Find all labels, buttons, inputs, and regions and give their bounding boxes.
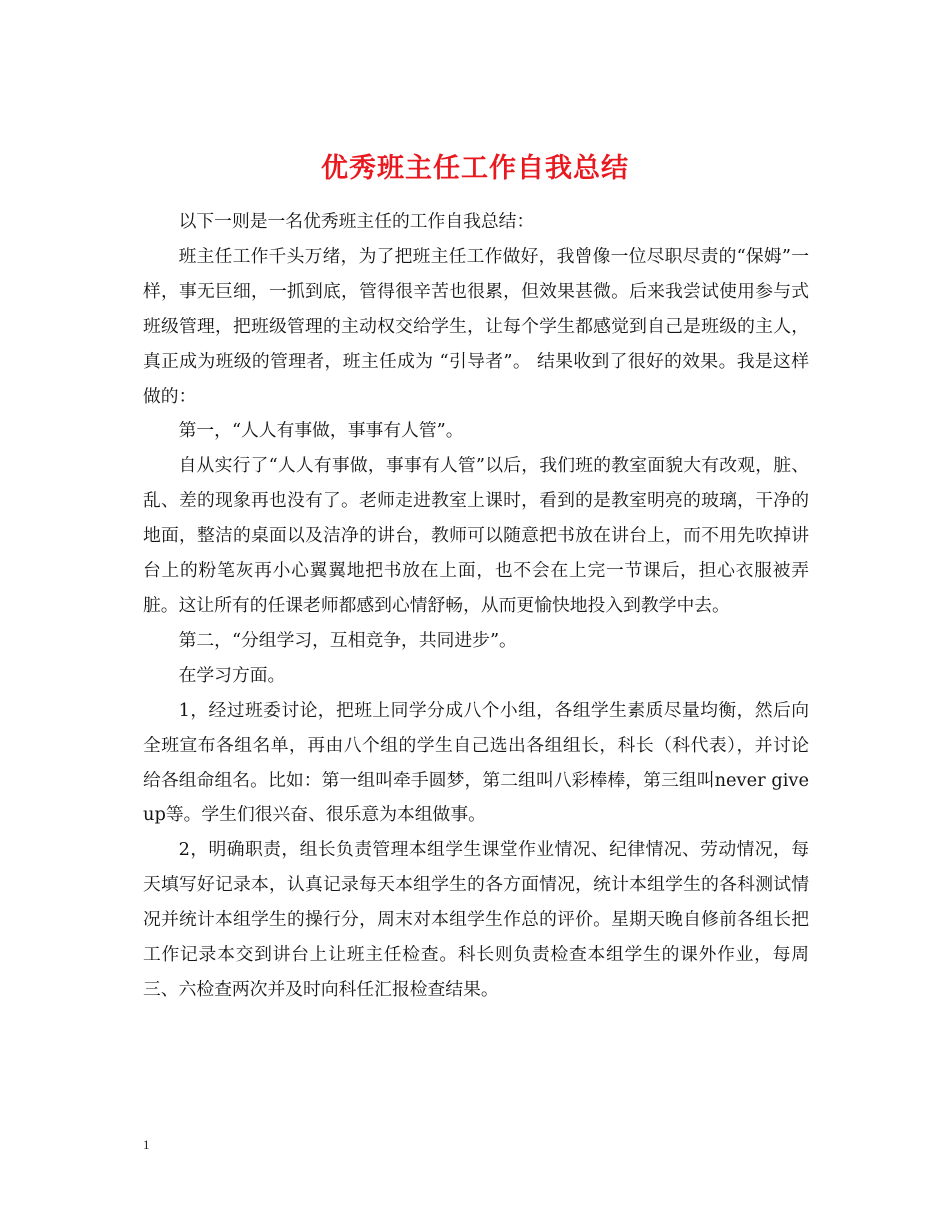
page-number: 1 (143, 1137, 150, 1152)
paragraph-point-one-heading: 第一，“人人有事做，事事有人管”。 (178, 420, 464, 442)
document-title: 优秀班主任工作自我总结 (321, 153, 629, 185)
paragraph-study-aspect: 在学习方面。 (178, 664, 286, 686)
document-body (143, 205, 809, 1008)
paragraph-background: 班主任工作千头万绪，为了把班主任工作做好，我曾像一位尽职尽责的“保姆”一样，事无巨细，一抓到底，管得很辛苦也很累，但效果甚微。后来我尝试使用参与式班级管理，把班级管理的主动权交给学生，让每个学生都感觉到自己是班级的主人，真正成为班级的管理者，班主任成为 “引导者”。 结果收到了很好的效果。我是这样做的： (143, 245, 809, 407)
paragraph-point-two-heading: 第二，“分组学习，互相竞争，共同进步”。 (178, 629, 517, 651)
paragraph-item-two: 2，明确职责，组长负责管理本组学生课堂作业情况、纪律情况、劳动情况，每天填写好记录本，认真记录每天本组学生的各方面情况，统计本组学生的各科测试情况并统计本组学生的操行分，周末对本组学生作总的评价。星期天晚自修前各组长把工作记录本交到讲台上让班主任检查。科长则负责检查本组学生的课外作业，每周三、六检查两次并及时向科任汇报检查结果。 (143, 839, 809, 1000)
paragraph-item-one: 1，经过班委讨论，把班上同学分成八个小组，各组学生素质尽量均衡，然后向全班宣布各组名单，再由八个组的学生自己选出各组组长，科长（科代表），并讨论给各组命组名。比如：第一组叫牵手圆梦，第二组叫八彩棒棒，第三组叫never give up等。学生们很兴奋、很乐意为本组做事。 (143, 699, 809, 826)
paragraph-intro: 以下一则是一名优秀班主任的工作自我总结： (178, 211, 535, 232)
paragraph-point-one-detail: 自从实行了“人人有事做，事事有人管”以后，我们班的教室面貌大有改观，脏、乱、差的现象再也没有了。老师走进教室上课时，看到的是教室明亮的玻璃，干净的地面，整洁的桌面以及洁净的讲台，教师可以随意把书放在讲台上，而不用先吹掉讲台上的粉笔灰再小心翼翼地把书放在上面，也不会在上完一节课后，担心衣服被弄脏。这让所有的任课老师都感到心情舒畅，从而更愉快地投入到教学中去。 (143, 455, 809, 616)
